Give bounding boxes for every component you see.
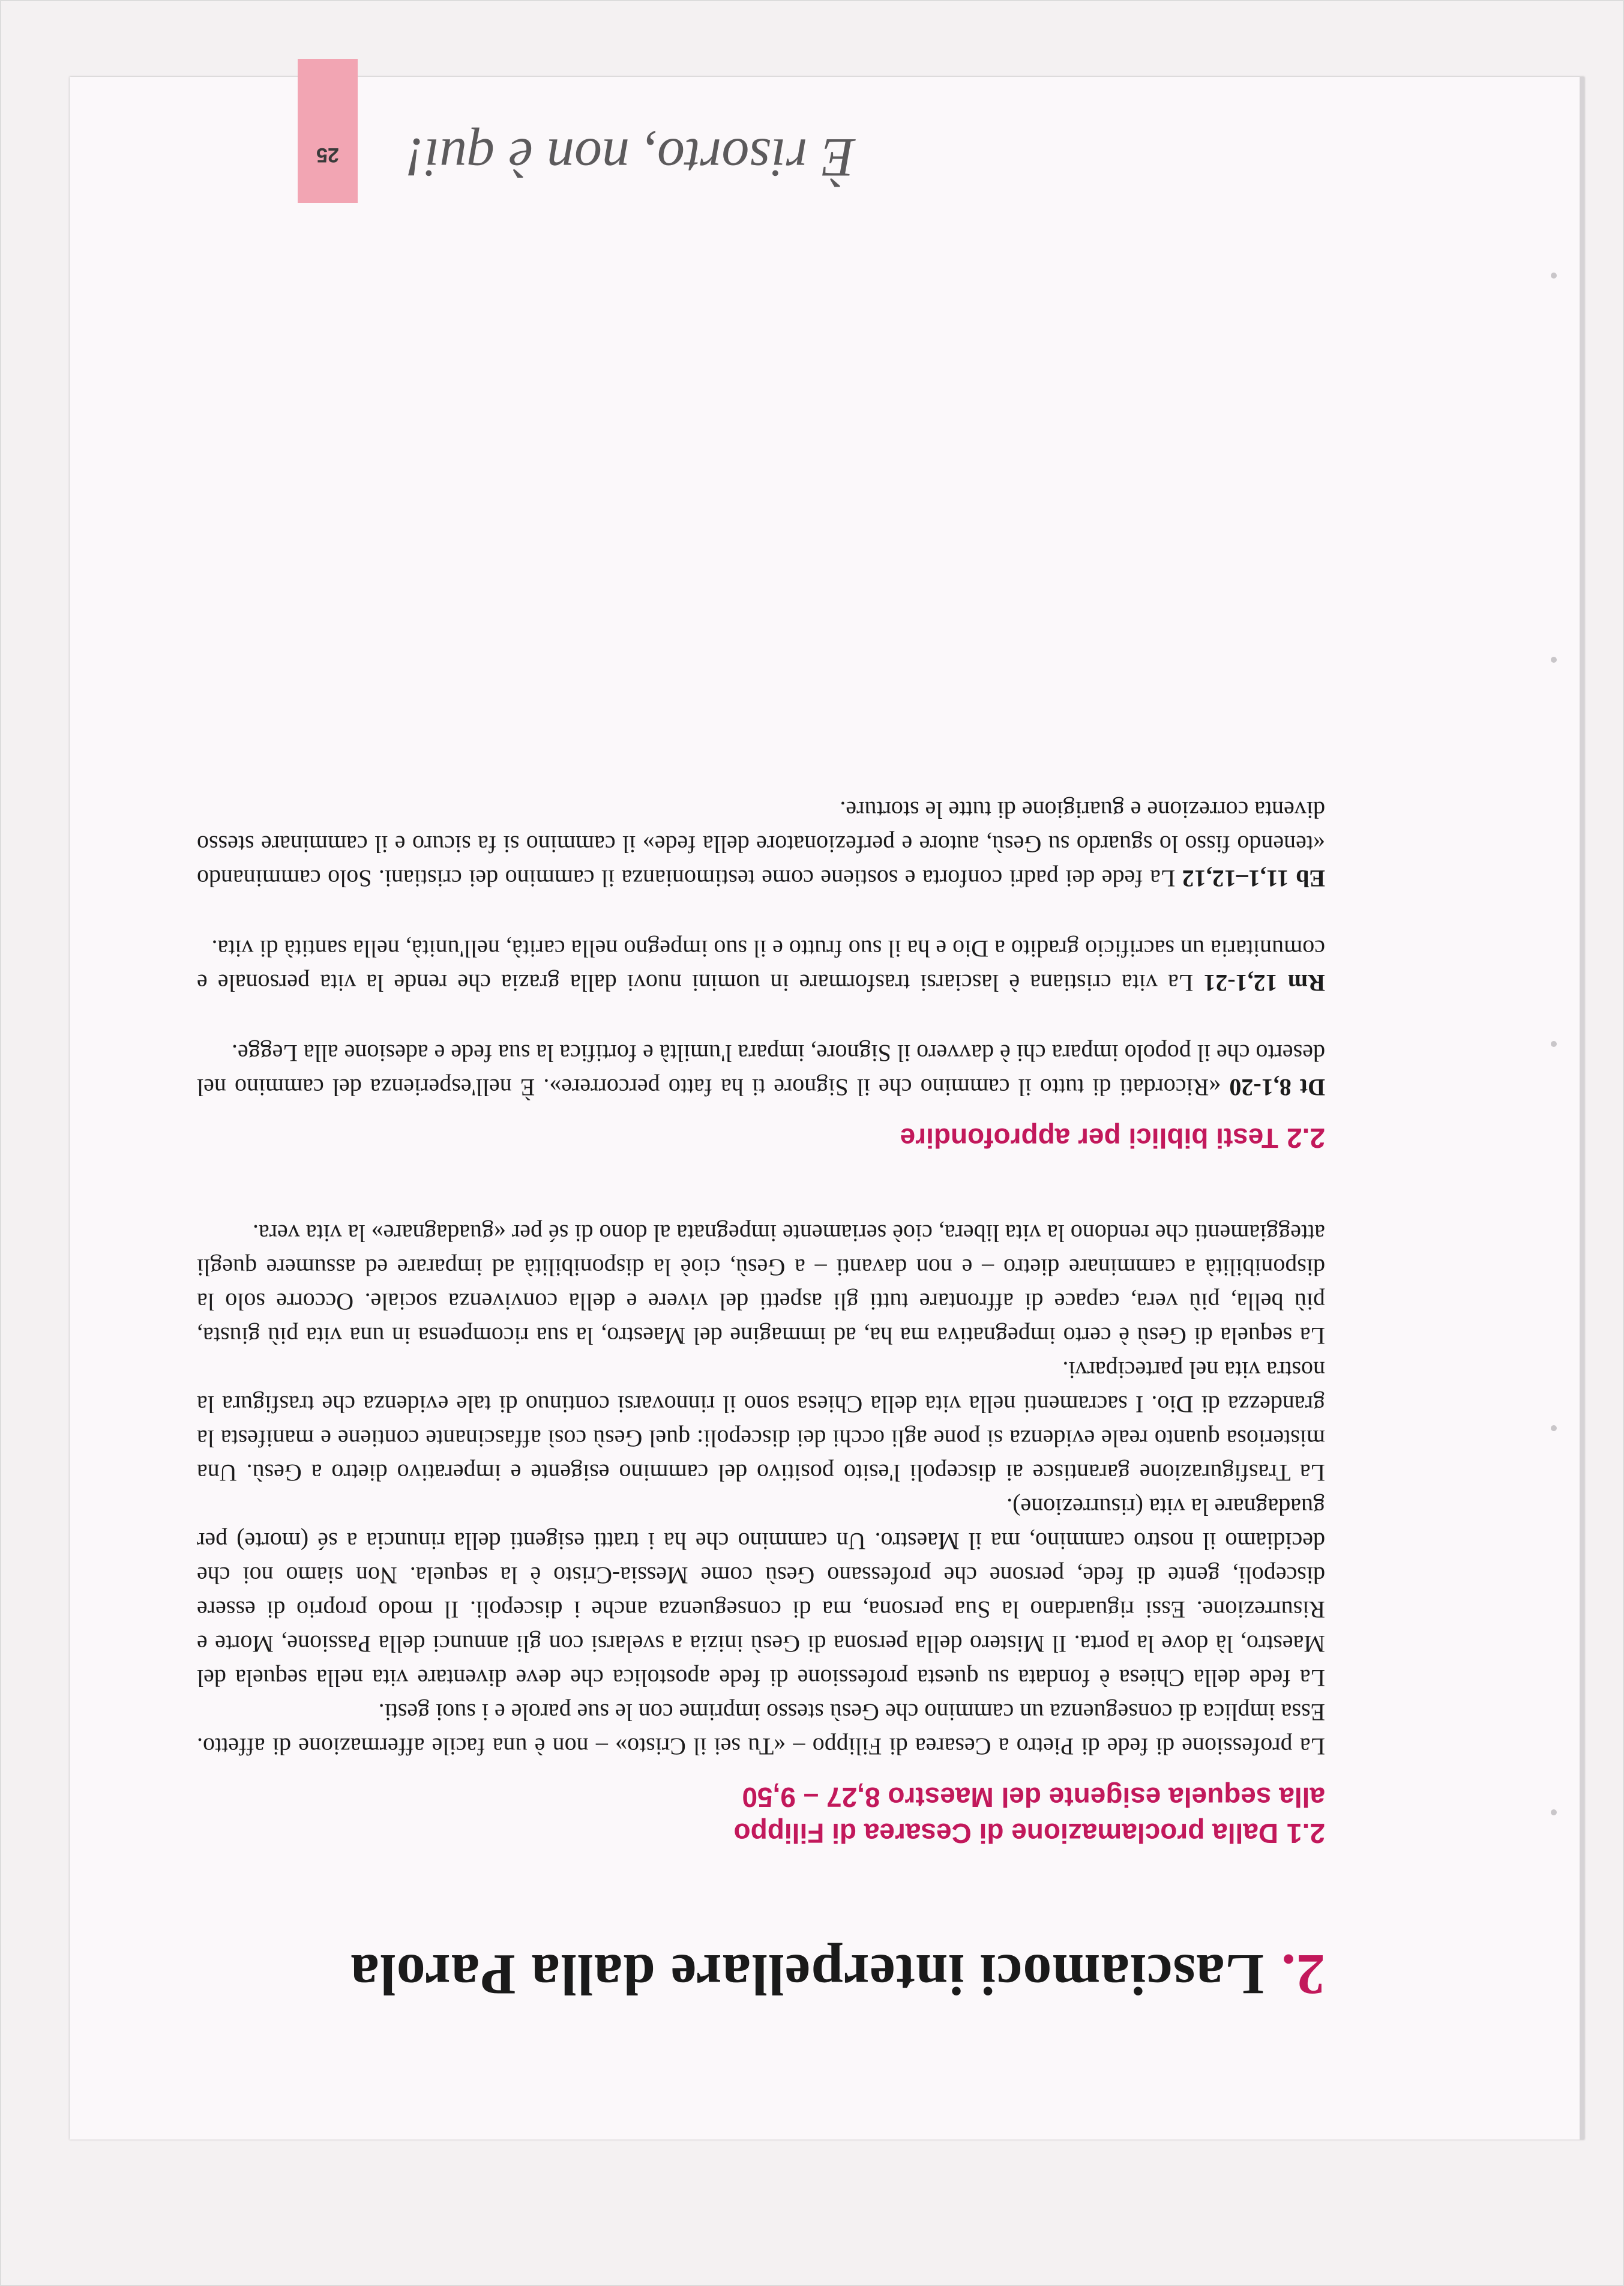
bible-reference: Eb 11,1–12,12 [1182,865,1325,892]
staple-hole [1551,1041,1557,1047]
section-heading-2-2 [197,1120,1325,1156]
section-number: 2.2 [1287,1123,1325,1154]
binding-edge [1580,77,1584,2140]
page-content [197,793,1325,2007]
section-heading-line: Testi biblici per approfondire [900,1123,1279,1154]
section-number: 2.1 [1287,1818,1325,1849]
bible-reference-item [197,793,1325,896]
body-paragraph: La sequela di Gesù è certo impegnativa ma ha, ad immagine del Maestro, la sua ricompensa in una vita più giusta, più bella, più vera, capace di affrontare tutti gli aspetti del vivere e della convivenza sociale. Occorre solo la disponibilità a camminare dietro – e non davanti – a Gesù, cioè la disponibilità ad imparare ed assumere quegli atteggiamenti che rendono la vita libera, cioè seriamente impegnata al dono di sé per «guadagnare» la vita vera. [197,1220,1325,1350]
section-heading-line: Dalla proclamazione di Cesarea di Filippo [733,1818,1279,1849]
staple-hole [1551,1425,1557,1431]
staple-hole [1551,1809,1557,1815]
chapter-title-text: Lasciamoci interpellare dalla Parola [350,1943,1264,2007]
scan-background [1,1,1623,2285]
page-footer [160,124,1354,203]
book-page [70,77,1584,2140]
bible-reference-text: La vita cristiana è lasciarsi trasformare in uomini nuovi dalla grazia che rende la vita personale e comunitaria un sacrificio gradito a Dio e ha il suo frutto e il suo impegno nella carità, nell'unità, nella santità di vita. [196,935,1325,997]
staple-hole [1551,657,1557,663]
section-heading-line: alla sequela esigente del Maestro 8,27 – 9,50 [742,1782,1325,1813]
staple-hole [1551,273,1557,279]
bible-reference-item [197,1036,1325,1105]
section-heading-2-1 [197,1779,1325,1851]
folio-box [298,59,358,203]
page-number: 25 [316,143,339,166]
running-head: È risorto, non è qui! [406,127,855,188]
bible-reference: Dt 8,1-20 [1229,1074,1325,1101]
bible-reference: Rm 12,1-21 [1203,970,1325,997]
body-paragraph: La fede della Chiesa è fondata su questa professione di fede apostolica che deve diventare vita nella sequela del Maestro, là dove la porta. Il Mistero della persona di Gesù inizia a svelarsi con gli annunci della Passione, Morte e Risurrezione. Essi riguardano la Sua persona, ma di conseguenza anche i discepoli. Il modo proprio di essere discepoli, gente di fede, persone che professano Gesù come Messia-Cristo è la sequela. Non siamo noi che decidiamo il nostro cammino, ma il Maestro. Un cammino che ha i tratti esigenti della rinuncia a sé (morte) per guadagnare la vita (risurrezione). [197,1494,1325,1692]
bible-reference-text: «Ricordati di tutto il cammino che il Signore ti ha fatto percorrere». È nell'esperienza del cammino nel deserto che il popolo impara chi è davvero il Signore, impara l'umiltà e fortifica la sua fede e adesione alla Legge. [196,1040,1325,1101]
body-paragraph: La Trasfigurazione garantisce ai discepoli l'esito positivo del cammino esigente e imperativo dietro a Gesù. Una misteriosa quanto reale evidenza si pone agli occhi dei discepoli: quel Gesù così affascinante contiene e manifesta la grandezza di Dio. I sacramenti nella vita della Chiesa sono il rinnovarsi continuo di tale evidenza che trasfigura la nostra vita nel parteciparvi. [197,1357,1325,1486]
bible-reference-text: La fede dei padri conforta e sostiene come testimonianza il cammino dei cristiani. Solo camminando «tenendo fisso lo sguardo su Gesù, autore e perfezionatore della fede» il cammino si fa sicuro e il camminare stesso diventa correzione e guarigione di tutte le storture. [196,797,1325,892]
bible-reference-item [197,932,1325,1000]
chapter-number: 2. [1281,1943,1325,2007]
body-paragraph: La professione di fede di Pietro a Cesarea di Filippo – «Tu sei il Cristo» – non è una facile affermazione di affetto. Essa implica di conseguenza un cammino che Gesù stesso imprime con le sue parole e i suoi gesti. [197,1699,1325,1760]
chapter-title [197,1941,1325,2007]
